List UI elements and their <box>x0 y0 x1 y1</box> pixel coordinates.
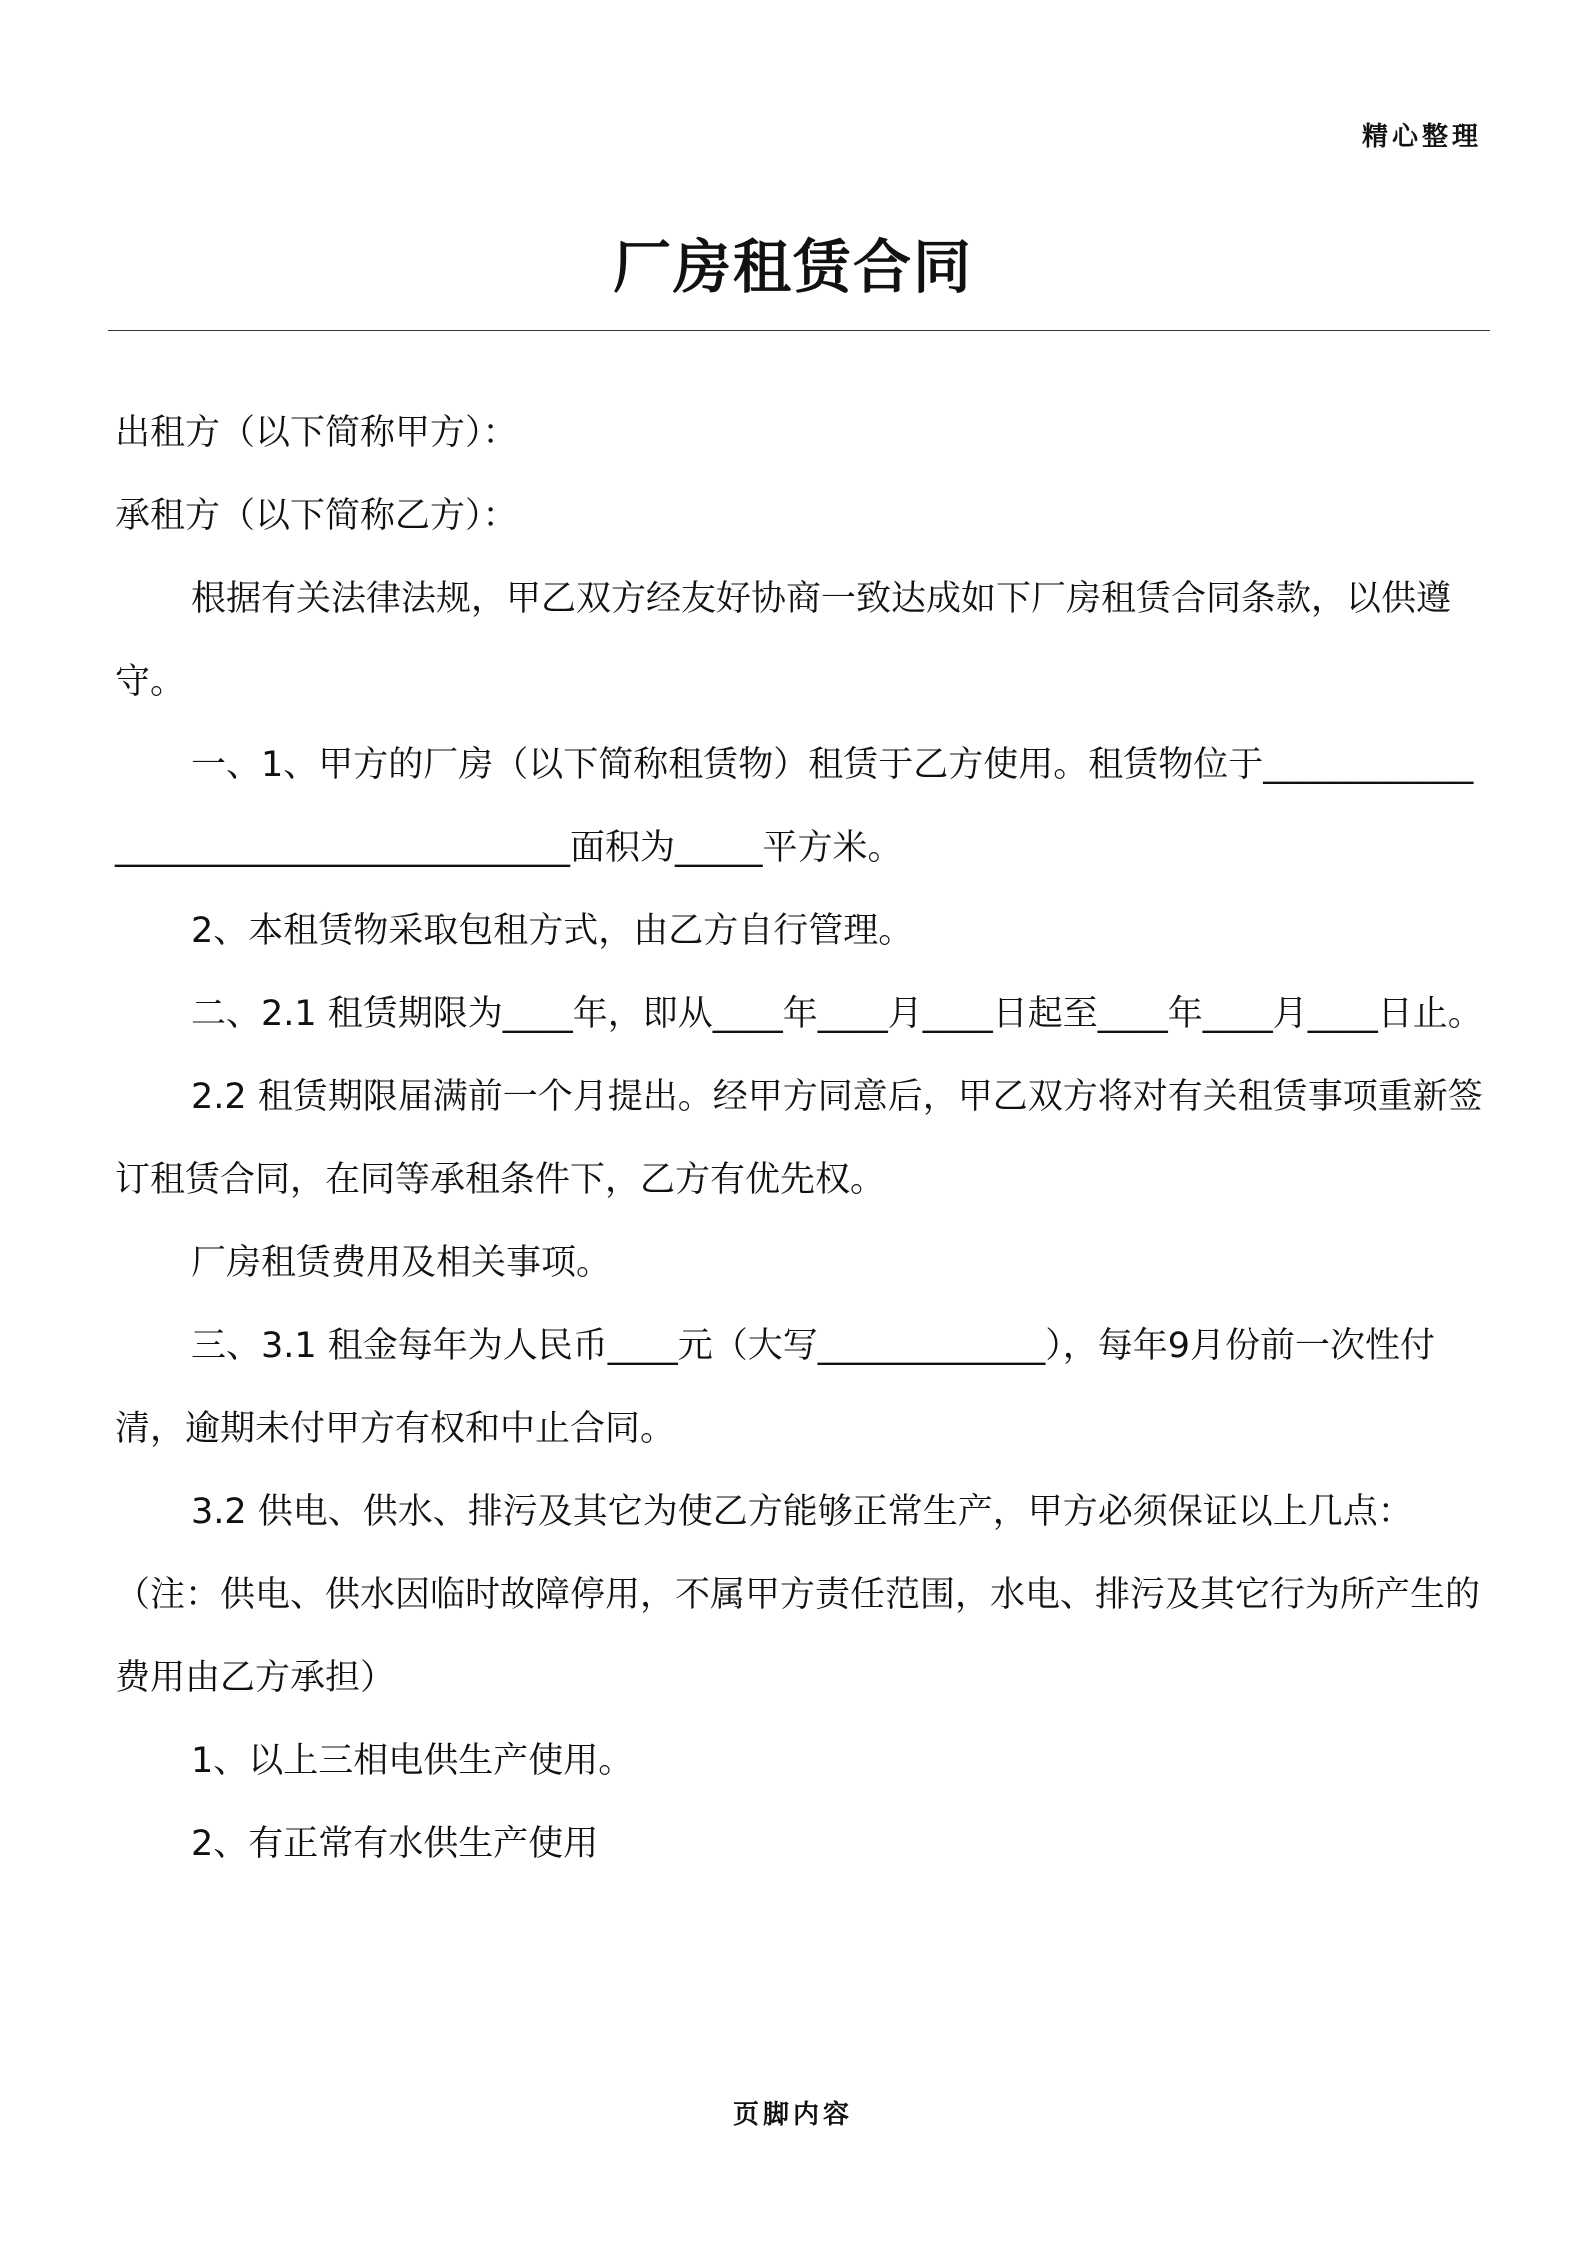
paragraph-lessee: 承租方（以下简称乙方）： <box>115 496 518 536</box>
paragraph-preamble: 根据有关法律法规，甲乙双方经友好协商一致达成如下厂房租赁合同条款，以供遵守。 <box>115 579 1452 702</box>
paragraph-lessor: 出租方（以下简称甲方）： <box>115 413 518 453</box>
paragraph-fees-heading: 厂房租赁费用及相关事项。 <box>191 1243 612 1283</box>
header-note: 精心整理 <box>1361 122 1482 152</box>
paragraph-clause-1-1: 一、1、甲方的厂房（以下简称租赁物）租赁于乙方使用。租赁物位于______________________________________面积为_____平方米。 <box>115 745 1474 868</box>
paragraph-clause-3-2: 3.2 供电、供水、排污及其它为使乙方能够正常生产，甲方必须保证以上几点：（注：供电、供水因临时故障停用，不属甲方责任范围，水电、排污及其它行为所产生的费用由乙方承担） <box>115 1492 1481 1698</box>
paragraph-item-2: 2、有正常有水供生产使用 <box>191 1824 599 1864</box>
footer-note: 页脚内容 <box>732 2100 853 2130</box>
paragraph-clause-2-1: 二、2.1 租赁期限为____年，即从____年____月____日起至____年____月____日止。 <box>191 994 1483 1034</box>
paragraph-item-1: 1、以上三相电供生产使用。 <box>191 1741 634 1781</box>
document-title: 厂房租赁合同 <box>612 233 973 301</box>
document-body <box>115 392 1487 1886</box>
paragraph-clause-2-2: 2.2 租赁期限届满前一个月提出。经甲方同意后，甲乙双方将对有关租赁事项重新签订租赁合同，在同等承租条件下，乙方有优先权。 <box>115 1077 1483 1200</box>
paragraph-clause-1-2: 2、本租赁物采取包租方式，由乙方自行管理。 <box>191 911 914 951</box>
paragraph-clause-3-1: 三、3.1 租金每年为人民币____元（大写_____________），每年9月份前一次性付清，逾期未付甲方有权和中止合同。 <box>115 1326 1436 1449</box>
title-divider <box>108 330 1490 331</box>
